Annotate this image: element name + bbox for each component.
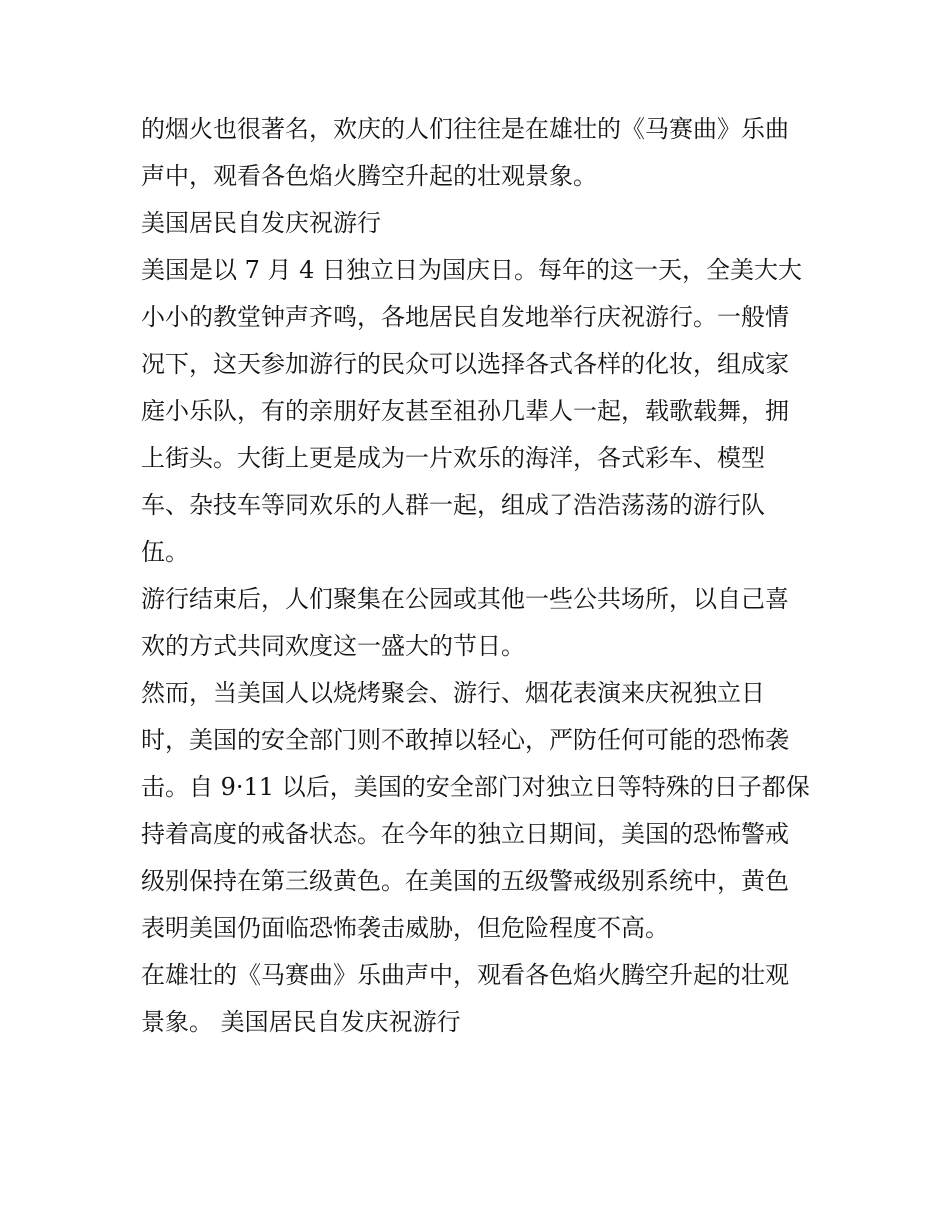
document-body: [141, 106, 821, 1046]
text-line: 持着高度的戒备状态。在今年的独立日期间，美国的恐怖警戒: [141, 820, 789, 848]
paragraph-closing: [141, 952, 821, 1046]
text-line: 小小的教堂钟声齐鸣，各地居民自发地举行庆祝游行。一般情: [141, 303, 789, 331]
paragraph-independence-day: [141, 247, 821, 576]
text-line: 美国居民自发庆祝游行: [141, 209, 381, 237]
text-line: 的烟火也很著名，欢庆的人们往往是在雄壮的《马赛曲》乐曲: [141, 115, 789, 143]
text-line: 庭小乐队，有的亲朋好友甚至祖孙几辈人一起，载歌载舞，拥: [141, 397, 789, 425]
text-line: 在雄壮的《马赛曲》乐曲声中，观看各色焰火腾空升起的壮观: [141, 961, 789, 989]
text-line: 欢的方式共同欢度这一盛大的节日。: [141, 632, 525, 660]
section-heading: [141, 200, 821, 247]
text-line: 伍。: [141, 538, 189, 566]
paragraph-security: [141, 670, 821, 952]
text-line: 景象。 美国居民自发庆祝游行: [141, 1008, 461, 1036]
text-line: 上街头。大街上更是成为一片欢乐的海洋，各式彩车、模型: [141, 444, 765, 472]
text-line: 表明美国仍面临恐怖袭击威胁，但危险程度不高。: [141, 914, 669, 942]
text-line: 车、杂技车等同欢乐的人群一起，组成了浩浩荡荡的游行队: [141, 491, 765, 519]
text-line: 美国是以 7 月 4 日独立日为国庆日。每年的这一天，全美大大: [141, 256, 803, 284]
text-line: 况下，这天参加游行的民众可以选择各式各样的化妆，组成家: [141, 350, 789, 378]
text-line: 游行结束后，人们聚集在公园或其他一些公共场所，以自己喜: [141, 585, 789, 613]
text-line: 级别保持在第三级黄色。在美国的五级警戒级别系统中，黄色: [141, 867, 789, 895]
text-line: 击。自 9·11 以后，美国的安全部门对独立日等特殊的日子都保: [141, 773, 810, 801]
text-line: 声中，观看各色焰火腾空升起的壮观景象。: [141, 162, 597, 190]
paragraph-after-parade: [141, 576, 821, 670]
paragraph-fireworks: [141, 106, 821, 200]
text-line: 然而，当美国人以烧烤聚会、游行、烟花表演来庆祝独立日: [141, 679, 765, 707]
text-line: 时，美国的安全部门则不敢掉以轻心，严防任何可能的恐怖袭: [141, 726, 789, 754]
